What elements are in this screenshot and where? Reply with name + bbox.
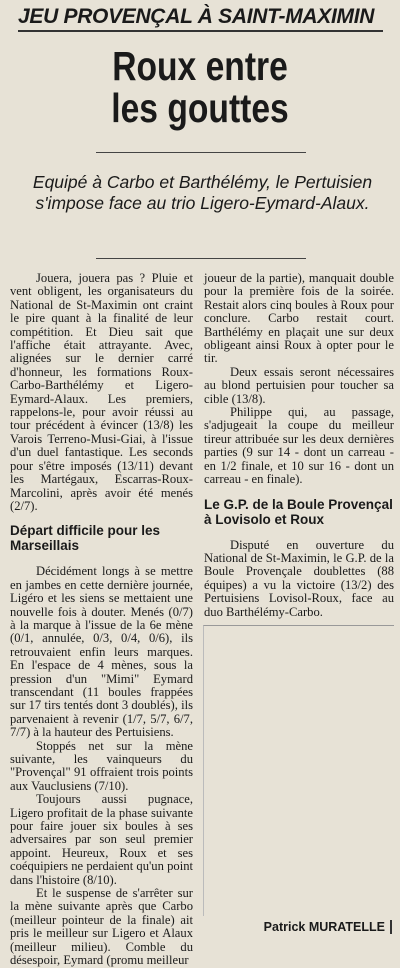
paragraph: Deux essais seront nécessaires au blond pertuisien pour toucher sa cible (13/8).: [204, 364, 394, 406]
byline: Patrick MURATELLE: [264, 920, 392, 934]
paragraph: joueur de la partie), manquait double pour la première fois de la soirée. Restait alors cinq boules à Roux pour conclure. Carbo restait court. Barthélémy en plaçait une sur deux obligeant ainsi Roux à opter pour le tir.: [204, 271, 394, 366]
deck-rule-top: [96, 152, 306, 153]
deck-rule-bottom: [96, 258, 306, 259]
subheading-gp: Le G.P. de la Boule Provençal à Lovisolo et Roux: [204, 496, 393, 527]
column-1: [10, 272, 193, 968]
paragraph: Décidément longs à se mettre en jambes en cette dernière journée, Ligéro et les siens se mettaient une nouvelle fois à douter. Menés (0/7) à la marque à l'issue de la 6e mène (0/1, annulée, 0/3, 0/4, 0/6), ils retrouvaient enfin leurs marques. En l'espace de 4 mènes, sous la pression d'un "Mimi" Eymard transcendant (11 boules frappées sur 17 tirs tentés dont 3 doublés), ils parvenaient à revenir (1/7, 5/7, 6/7, 7/7) à la hauteur des Pertuisiens.: [10, 564, 193, 740]
paragraph: Disputé en ouverture du National de St-Maximin, le G.P. de la Boule Provençale doublettes (88 équipes) a vu la victoire (13/2) des Pertuisiens Lovisol-Roux, face au duo Barthélémy-Carbo.: [204, 537, 394, 619]
article-headline: [85, 45, 315, 129]
paragraph: Jouera, jouera pas ? Pluie et vent obligent, les organisateurs du National de St-Maximin ont craint le pire quant à la finalité de leur compétition. Et Dieu sait que l'affiche était attrayante. Avec, alignées sur le dernier carré d'honneur, les formations Roux-Carbo-Barthélémy et Ligero-Eymard-Alaux. Les premiers, rappelons-le, pour avoir réussi au tour précédent à évincer (13/8) les Varois Terreno-Musi-Giai, à l'issue d'un duel fantastique. Les seconds pour s'être imposés (13/11) devant les Martégaux, Escarras-Roux-Marcolini, après avoir été menés (2/7).: [10, 271, 193, 513]
blank-box: [203, 625, 394, 916]
headline-line-1: Roux entre: [112, 43, 288, 89]
paragraph: Toujours aussi pugnace, Ligero profitait de la phase suivante pour faire jouer six boules à ses adversaires par son seul premier appoint. Heureux, Roux et ses coéquipiers ne perdaient qu'un point dans l'histoire (8/10).: [10, 792, 193, 887]
paragraph: Philippe qui, au passage, s'adjugeait la coupe du meilleur tireur attribuée sur les deux dernières parties (9 sur 14 - dont un carreau - en 1/2 finale, et 10 sur 16 - dont un carreau - en finale).: [204, 405, 394, 487]
headline-line-2: les gouttes: [111, 85, 289, 131]
paragraph: Et le suspense de s'arrêter sur la mène suivante après que Carbo (meilleur pointeur de la finale) ait pris le meilleur sur Ligero et Alaux (meilleur milieu). Comble du désespoir, Eymard (promu meilleur: [10, 886, 193, 968]
subheading-depart: Départ difficile pour les Marseillais: [10, 523, 161, 554]
article-kicker: JEU PROVENÇAL À SAINT-MAXIMIN: [18, 5, 383, 32]
paragraph: Stoppés net sur la mène suivante, les vainqueurs du "Provençal" 91 offraient trois points aux Vauclusiens (7/10).: [10, 738, 193, 793]
article-deck: Equipé à Carbo et Barthélémy, le Pertuisien s'impose face au trio Ligero-Eymard-Alaux.: [32, 172, 373, 213]
column-2: [204, 272, 394, 619]
